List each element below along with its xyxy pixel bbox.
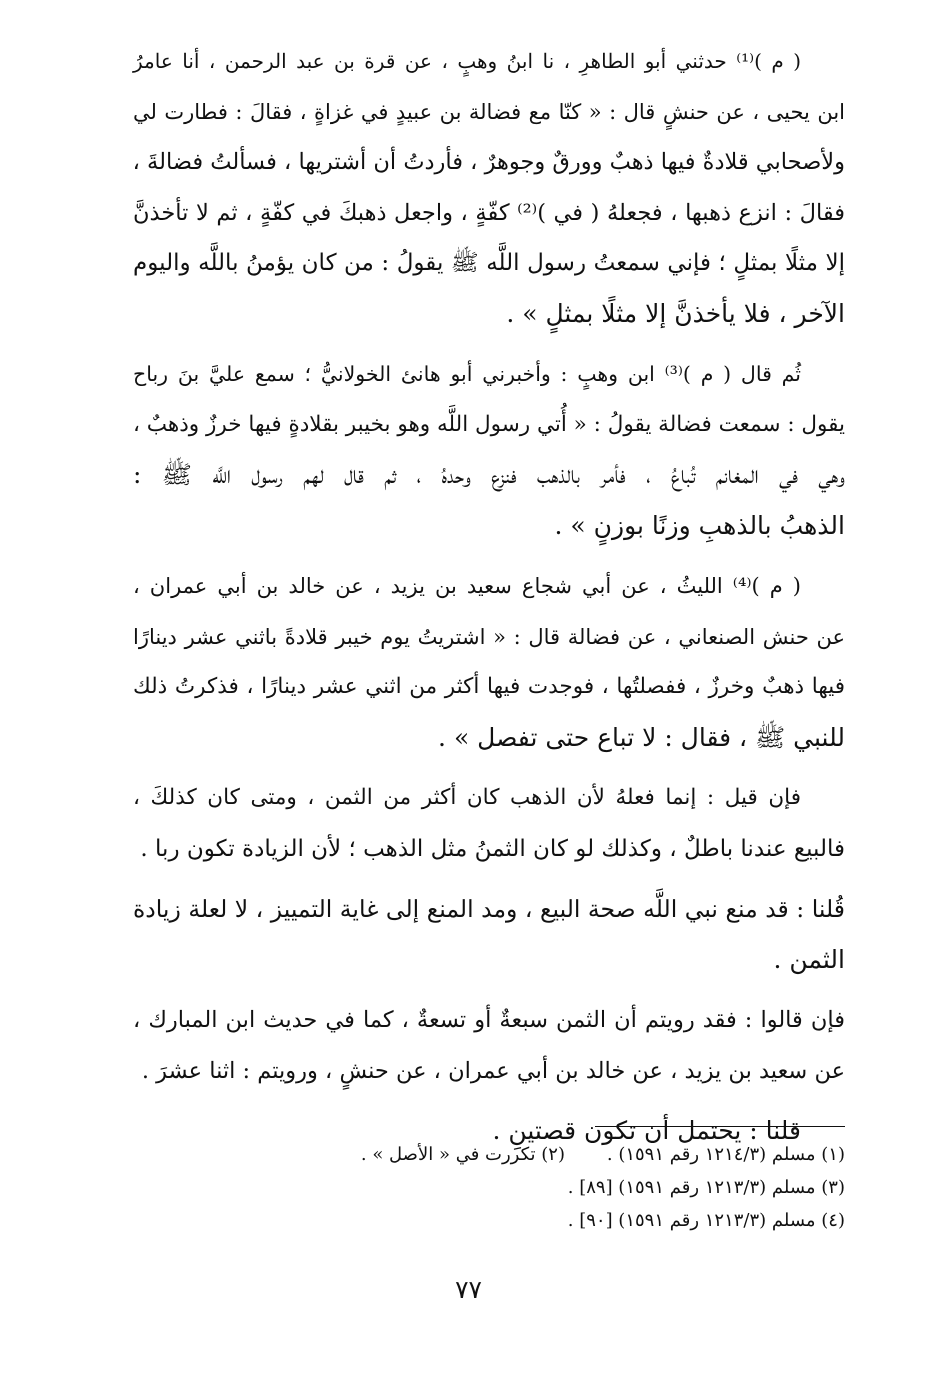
- text-line: ( م )⁽⁴⁾ الليثُ ، عن أبي شجاع سعيد بن يزيد ، عن خالد بن أبي عمران ،: [133, 574, 801, 598]
- text-line: فقالَ : انزع ذهبها ، فجعلهُ ( في )⁽²⁾ كفّةٍ ، واجعل ذهبكَ في كفّةٍ ، ثم لا تأخذنَّ: [133, 199, 845, 226]
- paragraph-hadith-2: [133, 349, 845, 551]
- text-line: الآخر ، فلا يأخذنَّ إلا مثلًا بمثلٍ » .: [506, 298, 845, 328]
- text-line: ( م )⁽¹⁾ حدثني أبو الطاهرِ ، نا ابنُ وهبٍ ، عن قرة بن عبد الرحمن ، أنا عامرُ: [133, 49, 801, 73]
- text-line: فإن قالوا : فقد رويتم أن الثمن سبعةٌ أو تسعةٌ ، كما في حديث ابن المبارك ،: [133, 1007, 845, 1033]
- paragraph-reply: [133, 884, 845, 985]
- text-line: فإن قيل : إنما فعلهُ لأن الذهب كان أكثر من الثمن ، ومتى كان كذلكَ ،: [133, 785, 801, 810]
- text-line: ثُم قال ( م )⁽³⁾ ابن وهبٍ : وأخبرني أبو هانئ الخولانيُّ ؛ سمع عليَّ بنَ رباح: [133, 362, 801, 386]
- footnote: (٣) مسلم (١٢١٣/٣ رقم ١٥٩١) [٨٩] .: [567, 1177, 845, 1198]
- footnote: (٤) مسلم (١٢١٣/٣ رقم ١٥٩١) [٩٠] .: [567, 1210, 845, 1231]
- footnote: (٢) تكررت في « الأصل » .: [360, 1144, 565, 1165]
- text-line: قلنا : يحتمل أن تكون قصتينِ .: [492, 1116, 801, 1145]
- text-line: عن حنش الصنعاني ، عن فضالة قال : « اشتريتُ يوم خيبر قلادةً باثني عشر دينارًا: [133, 624, 845, 649]
- footnote-row: [133, 1204, 845, 1237]
- text-line: عن سعيد بن يزيد ، عن خالد بن أبي عمران ، عن حنشٍ ، ورويتم : اثنا عشرَ .: [141, 1057, 845, 1084]
- text-line: فالبيع عندنا باطلٌ ، وكذلك لو كان الثمنُ مثل الذهب ؛ لأن الزيادة تكون ربا .: [140, 835, 845, 862]
- text-line: ولأصحابي قلادةٌ فيها ذهبٌ وورقٌ وجوهرٌ ، فأردتُ أن أشتريها ، فسألتُ فضالةَ ،: [132, 149, 845, 175]
- text-line: ابن يحيى ، عن حنشٍ قال : « كنّا مع فضالة بن عبيدٍ في غزاةٍ ، فقالَ : فطارت لي: [133, 99, 845, 124]
- text-line: فيها ذهبٌ وخرزٌ ، ففصلتُها ، فوجدت فيها أكثر من اثني عشر دينارًا ، فذكرتُ ذلك: [133, 674, 845, 699]
- page-number: ٧٧: [455, 1275, 482, 1304]
- text-line: الذهبُ بالذهبِ وزنًا بوزنٍ » .: [554, 510, 845, 540]
- text-line: وهي في المغانم تُباعُ ، فأمر بالذهب فنزع وحدهُ ، ثم قال لهم رسول اللَّه ﷺ :: [133, 460, 845, 489]
- text-line: للنبي ﷺ ، فقال : لا تباع حتى تفصل » .: [438, 722, 845, 752]
- paragraph-second-objection: [133, 995, 845, 1096]
- paragraph-objection: [133, 773, 845, 874]
- footnotes: [133, 1138, 845, 1237]
- footnote-separator: [595, 1126, 845, 1127]
- text-line: الثمن .: [773, 944, 845, 974]
- paragraph-hadith-1: [133, 36, 845, 339]
- paragraph-hadith-3: [133, 561, 845, 763]
- footnote: (١) مسلم (١٢١٤/٣ رقم ١٥٩١) .: [606, 1144, 845, 1165]
- main-text: [133, 36, 845, 1167]
- footnote-row: [133, 1171, 845, 1204]
- text-line: إلا مثلًا بمثلٍ ؛ فإني سمعتُ رسول اللَّه ﷺ يقولُ : من كان يؤمنُ باللَّه واليوم: [133, 250, 845, 276]
- text-line: يقول : سمعت فضالة يقولُ : « أُتي رسول اللَّه وهو بخيبر بقلادةٍ فيها خرزٌ وذهبٌ ،: [133, 411, 845, 437]
- text-line: قُلنا : قد منع نبي اللَّه صحة البيع ، ومد المنع إلى غاية التمييز ، لا لعلة زيادة: [133, 895, 845, 923]
- footnote-row: [133, 1138, 845, 1171]
